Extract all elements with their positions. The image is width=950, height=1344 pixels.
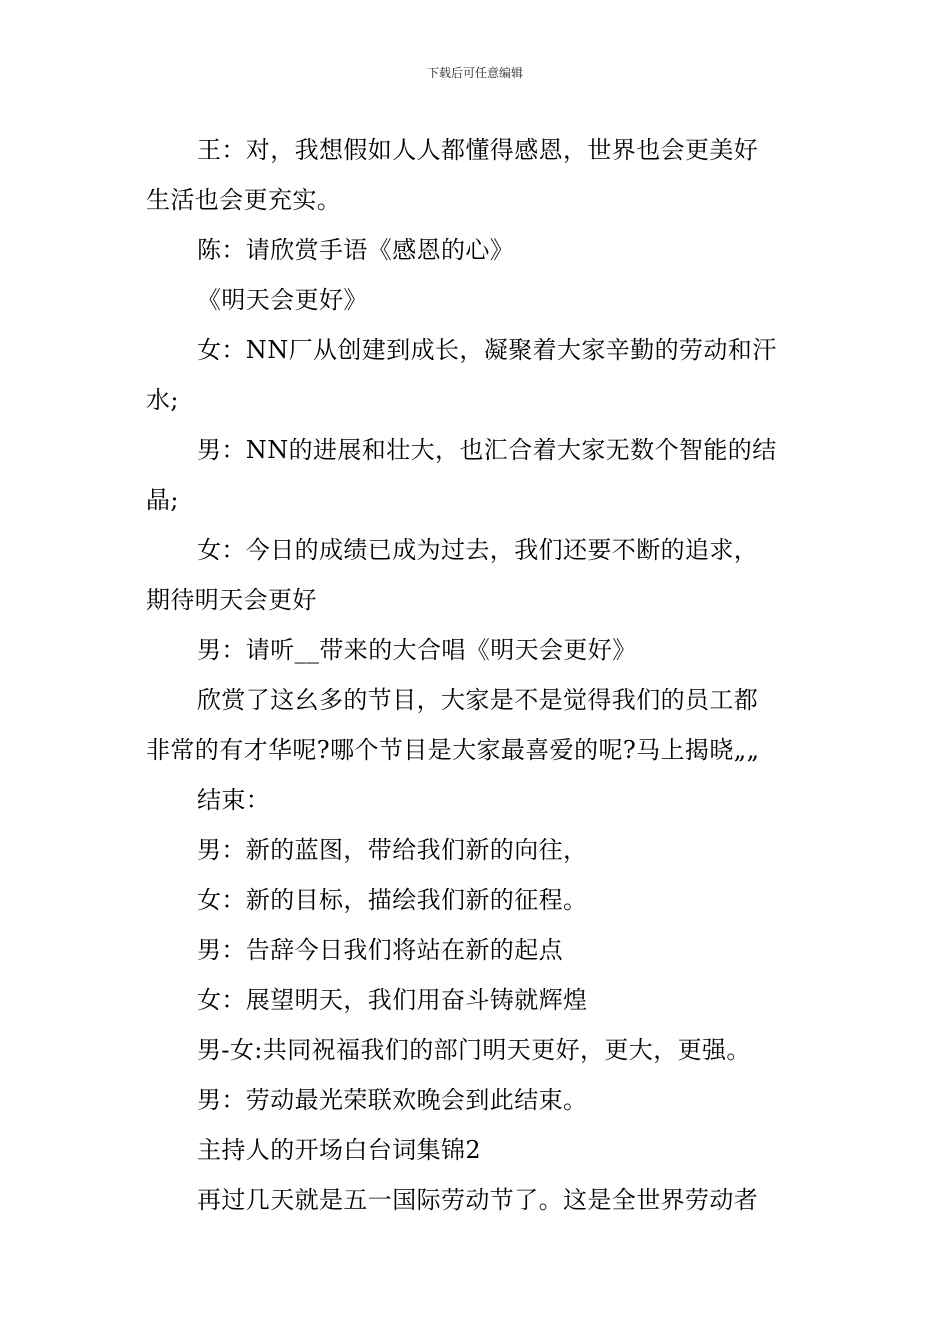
- paragraph-line: 非常的有才华呢?哪个节目是大家最喜爱的呢?马上揭晓„„: [146, 736, 760, 764]
- document-body: [146, 125, 808, 1225]
- paragraph-line: 《明天会更好》: [197, 286, 368, 314]
- paragraph-line: 陈：请欣赏手语《感恩的心》: [197, 236, 515, 264]
- paragraph-line: 生活也会更充实。: [146, 186, 342, 214]
- paragraph-line: 王：对，我想假如人人都懂得感恩，世界也会更美好: [197, 136, 759, 164]
- paragraph-line: 晶;: [146, 486, 179, 514]
- paragraph-line: 男：告辞今日我们将站在新的起点: [197, 936, 563, 964]
- section-title: 主持人的开场白台词集锦2: [197, 1136, 482, 1164]
- paragraph-line: 男：NN的进展和壮大，也汇合着大家无数个智能的结: [197, 436, 777, 464]
- paragraph-line: 女：新的目标，描绘我们新的征程。: [197, 886, 588, 914]
- paragraph-line: 男：劳动最光荣联欢晚会到此结束。: [197, 1086, 588, 1114]
- paragraph-line: 男：新的蓝图，带给我们新的向往，: [197, 836, 588, 864]
- page-header: 下载后可任意编辑: [426, 66, 523, 80]
- paragraph-line: 欣赏了这幺多的节目，大家是不是觉得我们的员工都: [197, 686, 759, 714]
- paragraph-line: 女：NN厂从创建到成长，凝聚着大家辛勤的劳动和汗: [197, 336, 777, 364]
- paragraph-line: 男：请听__带来的大合唱《明天会更好》: [197, 636, 637, 664]
- paragraph-line: 水;: [146, 386, 179, 414]
- paragraph-line: 期待明天会更好: [146, 586, 317, 614]
- paragraph-line: 女：今日的成绩已成为过去，我们还要不断的追求，: [197, 536, 759, 564]
- paragraph-line: 女：展望明天，我们用奋斗铸就辉煌: [197, 986, 588, 1014]
- paragraph-line: 男-女:共同祝福我们的部门明天更好，更大，更强。: [197, 1036, 751, 1064]
- section-heading: 结束：: [197, 786, 271, 814]
- paragraph-line: 再过几天就是五一国际劳动节了。这是全世界劳动者: [197, 1186, 759, 1214]
